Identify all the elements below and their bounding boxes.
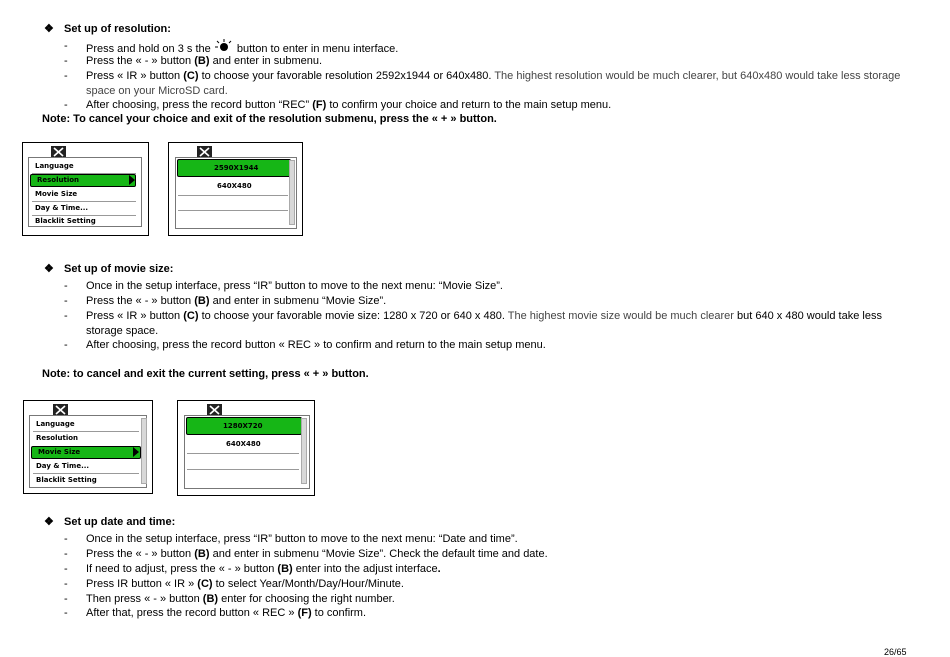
text: to confirm. <box>314 607 367 619</box>
page-number: 26/65 <box>884 647 907 657</box>
menu-item-label: Resolution <box>37 176 80 184</box>
text: to choose your favorable movie size: 1280 x 720 or 640 x 480. <box>201 310 505 322</box>
section-title: Set up of movie size: <box>64 263 174 275</box>
text: Press and hold on 3 s the <box>86 43 211 55</box>
text: Press the « - » button <box>86 55 192 67</box>
scrollbar <box>141 418 147 484</box>
divider <box>178 210 288 211</box>
submenu-option: 640X480 <box>217 182 252 190</box>
divider <box>32 201 136 202</box>
instruction-line <box>86 69 916 98</box>
section-movie-size-heading <box>44 262 173 275</box>
submenu-option-selected <box>177 159 291 177</box>
menu-item: Language <box>35 162 74 170</box>
menu-panel <box>29 415 147 488</box>
submenu-option: 640X480 <box>226 440 261 448</box>
dash: - <box>64 295 68 307</box>
text: After choosing, press the record button “REC” <box>86 99 310 111</box>
menu-item: Blacklit Setting <box>36 476 97 484</box>
text: to choose your favorable resolution 2592x1944 or 640x480. <box>201 70 492 82</box>
text: and enter in submenu “Movie Size”. <box>212 295 387 307</box>
instruction-line: Once in the setup interface, press “IR” button to move to the next menu: “Movie Size”. <box>86 280 503 292</box>
submenu-option-selected <box>186 417 302 435</box>
dash: - <box>64 70 68 82</box>
dash: - <box>64 593 68 605</box>
text: The highest movie size would be much clearer <box>507 310 734 322</box>
dash: - <box>64 99 68 111</box>
note: Note: To cancel your choice and exit of the resolution submenu, press the « + » button. <box>42 113 497 125</box>
text: to confirm your choice and return to the main setup menu. <box>329 99 612 111</box>
text: If need to adjust, press the « - » button <box>86 563 275 575</box>
section-title: Set up date and time: <box>64 516 176 528</box>
text: enter into the adjust interface <box>295 563 438 575</box>
scrollbar <box>301 418 307 484</box>
section-title: Set up of resolution: <box>64 23 171 35</box>
menu-item: Movie Size <box>35 190 78 198</box>
key-label: (B) <box>277 563 293 575</box>
arrow-right-icon <box>129 175 135 185</box>
text: Press the « - » button <box>86 295 192 307</box>
instruction-line: Once in the setup interface, press “IR” button to move to the next menu: “Date and time”. <box>86 533 518 545</box>
diamond-bullet-icon: ❖ <box>44 263 54 275</box>
text: and enter in submenu “Movie Size”. Check the default time and date. <box>212 548 548 560</box>
text: . <box>437 563 441 575</box>
dash: - <box>64 607 68 619</box>
instruction-line <box>86 562 441 577</box>
section-resolution-heading <box>44 22 171 35</box>
menu-screen-movie-size <box>23 400 153 494</box>
divider <box>32 215 136 216</box>
key-label: (B) <box>194 548 210 560</box>
submenu-panel <box>175 157 297 229</box>
menu-item: Day & Time... <box>35 204 89 212</box>
text: enter for choosing the right number. <box>221 593 395 605</box>
instruction-line <box>86 54 322 69</box>
option-label: 1280X720 <box>223 422 263 430</box>
diamond-bullet-icon: ❖ <box>44 23 54 35</box>
instruction-line: After choosing, press the record button « REC » to confirm and return to the main setup menu. <box>86 339 546 351</box>
key-label: (B) <box>194 55 210 67</box>
option-label: 2590X1944 <box>214 164 259 172</box>
dash: - <box>64 533 68 545</box>
dash: - <box>64 339 68 351</box>
menu-screen-resolution <box>22 142 149 236</box>
text: The highest resolution would be much clearer, but 640x480 would take less storage space on your MicroSD card. <box>86 70 901 97</box>
section-date-time-heading <box>44 515 175 528</box>
text: Press IR button « IR » <box>86 578 195 590</box>
divider <box>178 195 288 196</box>
key-label: (C) <box>183 310 199 322</box>
instruction-line <box>86 294 386 309</box>
submenu-screen-resolution <box>168 142 303 236</box>
divider <box>187 453 299 454</box>
text: Press the « - » button <box>86 548 192 560</box>
dash: - <box>64 563 68 575</box>
menu-item: Language <box>36 420 75 428</box>
diamond-bullet-icon: ❖ <box>44 516 54 528</box>
dash: - <box>64 55 68 67</box>
instruction-line <box>86 98 611 113</box>
text: Press « IR » button <box>86 310 181 322</box>
menu-item-label: Movie Size <box>38 448 81 456</box>
text: but 640 x 480 would take less storage space. <box>86 310 882 337</box>
dash: - <box>64 578 68 590</box>
key-label: (F) <box>312 99 327 111</box>
text: After that, press the record button « REC » <box>86 607 295 619</box>
instruction-line <box>86 606 366 621</box>
submenu-screen-movie-size <box>177 400 315 496</box>
dash: - <box>64 280 68 292</box>
submenu-panel <box>184 415 310 489</box>
divider <box>33 431 139 432</box>
instruction-line <box>86 592 395 607</box>
menu-item-selected <box>31 446 141 459</box>
divider <box>33 473 139 474</box>
menu-item-selected <box>30 174 136 187</box>
instruction-line <box>86 577 404 592</box>
menu-item: Blacklit Setting <box>35 217 96 225</box>
key-label: (B) <box>194 295 210 307</box>
text: and enter in submenu. <box>212 55 323 67</box>
arrow-right-icon <box>133 447 139 457</box>
key-label: (F) <box>297 607 312 619</box>
divider <box>187 469 299 470</box>
dash: - <box>64 548 68 560</box>
dash: - <box>64 310 68 322</box>
key-label: (B) <box>202 593 219 605</box>
text: Then press « - » button <box>86 593 200 605</box>
note: Note: to cancel and exit the current setting, press « + » button. <box>42 368 369 380</box>
menu-item: Day & Time... <box>36 462 90 470</box>
scrollbar <box>289 160 295 225</box>
text: Press « IR » button <box>86 70 181 82</box>
text: button to enter in menu interface. <box>236 43 399 55</box>
power-button-icon <box>214 39 234 53</box>
key-label: (C) <box>197 578 213 590</box>
text: to select Year/Month/Day/Hour/Minute. <box>215 578 404 590</box>
instruction-line <box>86 547 548 562</box>
dash: - <box>64 40 68 52</box>
menu-item: Resolution <box>36 434 79 442</box>
menu-panel <box>28 157 142 227</box>
instruction-line <box>86 309 916 338</box>
key-label: (C) <box>183 70 199 82</box>
